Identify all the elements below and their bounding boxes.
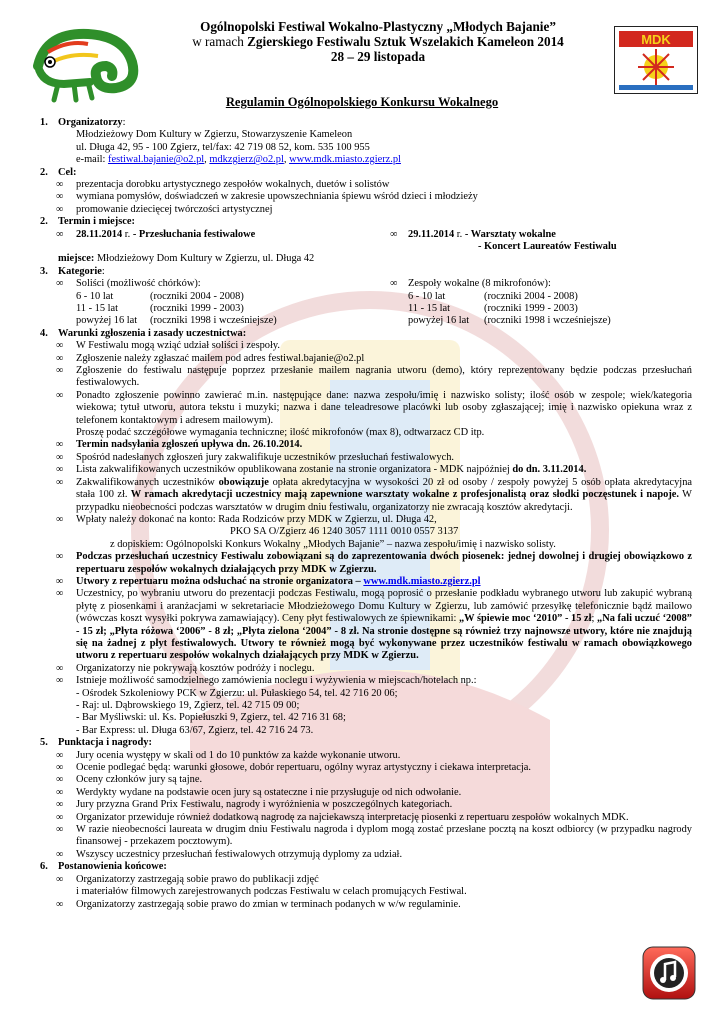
bullet-icon: ∞ — [56, 873, 64, 885]
section-number: 5. — [40, 737, 48, 749]
list-item-text: Organizator przewiduje również dodatkową nagrodę za najciekawszą interpretację piosenki z repertuaru zespołów wokalnych MDK. — [76, 811, 629, 823]
list-item-text: Lista zakwalifikowanych uczestników opublikowana zostanie na stronie organizatora - MDK najpóźniej — [76, 464, 513, 476]
age-range: powyżej 16 lat — [408, 315, 470, 327]
list-item — [40, 799, 692, 811]
bullet-icon: ∞ — [56, 575, 64, 587]
list-item-text: Zgłoszenie do festiwalu następuje poprzez przesłanie mailem nagrania utworu (demo), który reprezentowany będzie podczas przesłuchań festiwalowych. — [76, 365, 692, 389]
list-item — [40, 663, 692, 675]
schedule-row — [40, 229, 692, 241]
mdk-logo-graphic — [615, 27, 697, 93]
list-item — [40, 390, 692, 440]
section-number: 4. — [40, 327, 48, 339]
section-label: Kategorie — [58, 265, 102, 277]
section-label: Organizatorzy — [58, 117, 123, 128]
section-number: 2. — [40, 166, 48, 178]
fee-amount-text: opłata akredytacyjna w wysokości 20 zł od osoby / zespoły powyżej 5 osób opłata akredytacyjna stała 100 zł. — [76, 476, 692, 501]
bullet-icon: ∞ — [56, 340, 64, 352]
results-date: do dn. 3.11.2014. — [512, 464, 587, 476]
email-link-festival[interactable]: festiwal.bajanie@o2.pl — [108, 154, 205, 166]
workshop-text: W ramach akredytacji uczestnicy mają zapewnione warsztaty wokalne z profesjonalistą oraz słodki poczęstunek i napoje. — [130, 489, 680, 501]
list-item — [40, 353, 692, 365]
hotel-item: - Bar Express: ul. Długa 63/67, Zgierz, tel. 42 716 24 73. — [76, 724, 314, 736]
section-organizers: 1. Organizatorzy: — [40, 117, 126, 128]
cd-prices: „Na fali uczuć ‘2008” - 15 zł; „Płyta różowa ‘2006” - 8 zł; „Płyta zielona ‘2004” - 8 zł. Na stronie dostępne są również trzy najnowsze utwory, które nie znajdują się na żadnej z płyt festiwalowych. Utwory te również mogą być wykonywane przez uczestników festiwalu w ramach obowiązkowego utworu z repertuaru zespołów wokalnych działających przy MDK w Zgierzu. — [76, 613, 693, 662]
schedule-day-1-date: 28.11.2014 — [76, 228, 123, 240]
groups-heading: Zespoły wokalne (8 mikrofonów): — [408, 278, 551, 290]
section-label: Termin i miejsce: — [58, 216, 135, 228]
category-row — [40, 315, 692, 327]
birth-years: (roczniki 1998 i wcześniejsze) — [150, 315, 277, 327]
section-number: 6. — [40, 861, 48, 873]
schedule-day-2: 29.11.2014 r. - Warsztaty wokalne — [408, 228, 556, 240]
list-item — [40, 576, 692, 588]
venue-label: miejsce: — [58, 253, 95, 265]
list-item-text: Ponadto zgłoszenie powinno zawierać m.in. następujące dane: nazwa zespołu/imię i nazwisko solisty; ilość osób w zespole; wiek/kategoria wiekowa; tytuł utworu, autora tekstu i muzyki; nazwa i dane teleadresowe placówki lub osoby zgłaszającej; imię i nazwisko opiekuna wraz z telefonem kontaktowym i adresem mailowym). — [76, 389, 692, 426]
list-item — [40, 340, 692, 352]
list-item — [40, 464, 692, 476]
hotel-item: - Ośrodek Szkoleniowy PCK w Zgierzu: ul. Pułaskiego 54, tel. 42 716 20 06; — [76, 687, 398, 699]
list-item — [40, 812, 692, 824]
list-item — [40, 762, 692, 774]
list-item — [40, 750, 692, 762]
mdk-logo-text: MDK — [641, 32, 671, 47]
section-number: 2. — [40, 216, 48, 228]
bullet-icon: ∞ — [56, 464, 64, 476]
venue-text: Młodzieżowy Dom Kultury w Zgierzu, ul. Długa 42 — [94, 253, 315, 265]
music-note-icon — [642, 946, 696, 1000]
list-item — [40, 179, 692, 191]
section-number: 1. — [40, 117, 48, 128]
soloists-heading: Soliści (możliwość chórków): — [76, 278, 201, 290]
bullet-icon: ∞ — [56, 799, 64, 811]
separator: ; — [591, 613, 598, 625]
list-item-text: Jury ocenia występy w skali od 1 do 10 punktów za każde wykonanie utworu. — [76, 749, 401, 761]
list-item-text: Organizatorzy zastrzegają sobie prawo do zmian w terminach podanych w w/w regulaminie. — [76, 898, 461, 910]
section-final-provisions — [40, 861, 692, 873]
age-range: 11 - 15 lat — [408, 303, 451, 315]
bullet-icon: ∞ — [56, 662, 64, 674]
bullet-icon: ∞ — [56, 762, 64, 774]
document-title: Regulamin Ogólnopolskiego Konkursu Wokalnego — [225, 95, 499, 109]
chameleon-logo — [28, 22, 146, 106]
bullet-icon: ∞ — [56, 352, 64, 364]
list-item-text: Jury przyzna Grand Prix Festiwalu, nagrody i wyróżnienia w poszczególnych kategoriach. — [76, 799, 453, 811]
list-item-text: Organizatorzy zastrzegają sobie prawo do publikacji zdjęć — [76, 873, 319, 885]
list-item-text: promowanie dziecięcej twórczości artystycznej — [76, 203, 273, 215]
bullet-icon: ∞ — [56, 588, 64, 600]
list-item-text: Podczas przesłuchań uczestnicy Festiwalu zobowiązani są do zaprezentowania dwóch piosenek: jednej dowolnej i drugiej obowiązkowo z repertuaru zespołów wokalnych działających przy MDK w Zgierzu. — [76, 551, 692, 575]
list-item-text: Zgłoszenie należy zgłaszać mailem pod adres festiwal.bajanie@o2.pl — [76, 352, 365, 364]
category-heads — [40, 278, 692, 290]
bullet-icon: ∞ — [56, 278, 64, 290]
schedule-day-2-concert: - Koncert Laureatów Festiwalu — [478, 241, 617, 253]
list-item — [40, 204, 692, 216]
document-body — [40, 117, 692, 911]
bullet-icon: ∞ — [56, 451, 64, 463]
bullet-icon: ∞ — [56, 203, 64, 215]
payment-text: Wpłaty należy dokonać na konto: Rada Rodziców przy MDK w Zgierzu, ul. Długa 42, — [76, 513, 437, 525]
bullet-icon: ∞ — [56, 439, 64, 451]
technical-requirements: Proszę podać szczegółowe wymagania techniczne; ilość mikrofonów (max 8), odtwarzacz CD itp. — [76, 427, 485, 439]
list-item — [40, 787, 692, 799]
header-line-1: Ogólnopolski Festiwal Wokalno-Plastyczny „Młodych Bajanie” — [200, 19, 556, 34]
list-item-text: W razie nieobecności laureata w drugim dniu Festiwalu nagroda i dyplom mogą zostać przesłane pocztą na koszt odbiorcy (w przypadku nagrody finansowej - przekazem pocztowym). — [76, 824, 692, 848]
venue — [40, 253, 692, 265]
website-link[interactable]: www.mdk.miasto.zgierz.pl — [289, 154, 401, 166]
list-item-text: Utwory z repertuaru można odsłuchać na stronie organizatora – — [76, 575, 364, 587]
bullet-icon: ∞ — [56, 898, 64, 910]
list-item-text: W Festiwalu mogą wziąć udział soliści i zespoły. — [76, 340, 281, 352]
bullet-icon: ∞ — [56, 811, 64, 823]
bullet-icon: ∞ — [56, 675, 64, 687]
list-item-text: Istnieje możliwość samodzielnego zamówienia noclegu i wyżywienia w miejscach/hotelach np.: — [76, 675, 477, 687]
organizer-address: ul. Długa 42, 95 - 100 Zgierz, tel/fax: 42 719 08 52, kom. 535 100 955 — [76, 141, 370, 153]
fee-text: Zakwalifikowanych uczestników — [76, 476, 219, 488]
refund-text: W przypadku nieobecności podczas warsztatów w drugim dniu festiwalu, organizatorzy nie zwracają kosztów akredytacji. — [76, 489, 692, 513]
list-item — [40, 675, 692, 687]
list-item-text: i materiałów filmowych zarejestrowanych podczas Festiwalu w celach promujących Festiwal. — [76, 886, 467, 898]
bullet-icon: ∞ — [56, 513, 64, 525]
section-categories: 3. Kategorie: — [40, 265, 105, 277]
list-item — [40, 588, 692, 662]
birth-years: (roczniki 2004 - 2008) — [150, 290, 244, 302]
cd-order-text: Uczestnicy, po wybraniu utworu do prezentacji podczas Festiwalu, mogą poprosić o przesłanie podkładu wybranego utworu lub zakupić wybraną płytę z piosenkami i aranżacjami w sekretariacie Młodzieżowego Domu Kultury w Zgierzu, lub zamówić przesyłkę telefonicznie bądź mailowo (wówczas koszt wysyłki pokrywa zamawiający). Ceny płyt festiwalowych ze śpiewnikami: — [76, 588, 692, 625]
bullet-icon: ∞ — [56, 774, 64, 786]
section-date-place — [40, 216, 692, 228]
bullet-icon: ∞ — [56, 824, 64, 836]
category-row — [40, 303, 692, 315]
organizer-name: Młodzieżowy Dom Kultury w Zgierzu, Stowarzyszenie Kameleon — [76, 129, 353, 141]
list-item — [40, 365, 692, 390]
bullet-icon: ∞ — [56, 228, 64, 240]
birth-years: (roczniki 1999 - 2003) — [484, 303, 578, 315]
list-item — [40, 439, 692, 451]
section-goals — [40, 167, 692, 179]
category-row — [40, 291, 692, 303]
list-item — [40, 874, 692, 899]
section-label: Postanowienia końcowe: — [58, 861, 167, 873]
list-item — [40, 824, 692, 849]
cd-price-1: „W śpiewie moc ‘2010” - 15 zł — [458, 613, 592, 625]
list-item-text: prezentacja dorobku artystycznego zespołów wokalnych, duetów i solistów — [76, 179, 390, 191]
bullet-icon: ∞ — [56, 786, 64, 798]
bullet-icon: ∞ — [390, 228, 398, 240]
mdk-logo — [614, 26, 698, 94]
schedule-row — [40, 241, 692, 253]
section-conditions — [40, 328, 692, 340]
list-item-text: Organizatorzy nie pokrywają kosztów podróży i noclegu. — [76, 662, 315, 674]
birth-years: (roczniki 2004 - 2008) — [484, 290, 578, 302]
schedule-day-2-date: 29.11.2014 — [408, 228, 455, 240]
list-item — [40, 774, 692, 786]
document-header — [150, 19, 606, 64]
age-range: powyżej 16 lat — [76, 315, 138, 327]
section-label: Cel: — [58, 166, 77, 178]
header-dates: 28 – 29 listopada — [330, 49, 426, 64]
schedule-day-1: 28.11.2014 r. - Przesłuchania festiwalowe — [76, 228, 256, 240]
list-item-text: Ocenie podlegać będą: warunki głosowe, dobór repertuaru, ogólny wyraz artystyczny i ciekawa interpretacja. — [76, 762, 531, 774]
bullet-icon: ∞ — [56, 848, 64, 860]
section-label: Warunki zgłoszenia i zasady uczestnictwa: — [58, 327, 247, 339]
list-item-text: wymiana pomysłów, doświadczeń w zakresie upowszechniania śpiewu wśród dzieci i młodzieży — [76, 191, 478, 203]
birth-years: (roczniki 1999 - 2003) — [150, 303, 244, 315]
deadline-text: Termin nadsyłania zgłoszeń upływa dn. 26.10.2014. — [76, 439, 303, 451]
bullet-icon: ∞ — [56, 365, 64, 377]
list-item — [40, 191, 692, 203]
header-line-2-prefix: w ramach — [192, 34, 248, 49]
repertoire-link[interactable]: www.mdk.miasto.zgierz.pl — [363, 575, 481, 587]
email-link-mdk[interactable]: mdkzgierz@o2.pl — [209, 154, 284, 166]
bullet-icon: ∞ — [56, 551, 64, 563]
header-line-2: Zgierskiego Festiwalu Sztuk Wszelakich Kameleon 2014 — [247, 34, 564, 49]
hotel-item: - Bar Myśliwski: ul. Ks. Popiełuszki 9, Zgierz, tel. 42 716 31 68; — [76, 712, 346, 724]
list-item-text: Spośród nadesłanych zgłoszeń jury zakwalifikuje uczestników przesłuchań festiwalowych. — [76, 451, 454, 463]
birth-years: (roczniki 1998 i wcześniejsze) — [484, 315, 611, 327]
list-item — [40, 899, 692, 911]
age-range: 6 - 10 lat — [408, 290, 446, 302]
bullet-icon: ∞ — [390, 278, 398, 290]
age-range: 6 - 10 lat — [76, 290, 114, 302]
email-prefix: e-mail: — [76, 154, 109, 166]
bullet-icon: ∞ — [56, 749, 64, 761]
bullet-icon: ∞ — [56, 191, 64, 203]
section-label: Punktacja i nagrody: — [58, 737, 152, 749]
list-item — [40, 477, 692, 514]
bullet-icon: ∞ — [56, 476, 64, 488]
bank-account: PKO SA O/Zgierz 46 1240 3057 1111 0010 0557 3137 — [230, 526, 459, 538]
list-item-text: Werdykty wydane na podstawie ocen jury są ostateczne i nie przysługuje od nich odwołanie. — [76, 786, 462, 798]
section-scoring — [40, 737, 692, 749]
list-item-text: Wszyscy uczestnicy przesłuchań festiwalowych otrzymują dyplomy za udział. — [76, 848, 403, 860]
list-item — [40, 452, 692, 464]
fee-text-bold: obowiązuje — [218, 476, 269, 488]
bullet-icon: ∞ — [56, 179, 64, 191]
list-item — [40, 514, 692, 526]
list-item — [40, 849, 692, 861]
payment-note: z dopiskiem: Ogólnopolski Konkurs Wokalny „Młodych Bajanie” – nazwa zespołu/imię i nazwisko solisty. — [110, 538, 556, 550]
list-item-text: Oceny członków jury są tajne. — [76, 774, 203, 786]
age-range: 11 - 15 lat — [76, 303, 119, 315]
bullet-icon: ∞ — [56, 389, 64, 401]
hotel-item: - Raj: ul. Dąbrowskiego 19, Zgierz, tel. 42 715 09 00; — [76, 700, 300, 711]
organizer-emails: e-mail: festiwal.bajanie@o2.pl, mdkzgierz@o2.pl, www.mdk.miasto.zgierz.pl — [76, 154, 401, 166]
section-number: 3. — [40, 265, 48, 277]
list-item — [40, 551, 692, 576]
